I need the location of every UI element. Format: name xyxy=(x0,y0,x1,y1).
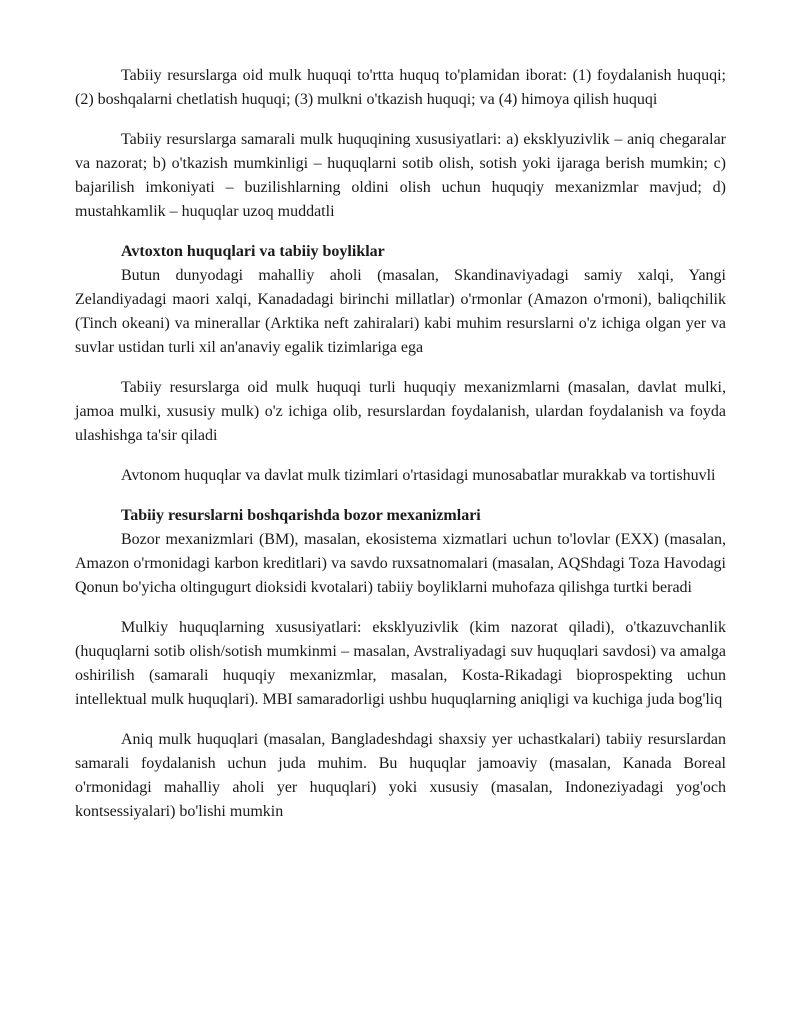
paragraph-effective-rights-features: Tabiiy resurslarga samarali mulk huquqining xususiyatlari: a) eksklyuzivlik – aniq chegaralar va nazorat; b) o'tkazish mumkinligi – huquqlarni sotib olish, sotish yoki ijaraga berish mumkin; c) bajarilish imkoniyati – buzilishlarning oldini olish uchun huquqiy mexanizmlar mavjud; d) mustahkamlik – huquqlar uzoq muddatli xyxy=(75,131,726,220)
paragraph-clear-property-rights: Aniq mulk huquqlari (masalan, Bangladeshdagi shaxsiy yer uchastkalari) tabiiy resurslardan samarali foydalanish uchun juda muhim. Bu huquqlar jamoaviy (masalan, Kanada Boreal o'rmonidagi mahalliy aholi yer huquqlari) yoki xususiy (masalan, Indoneziyadagi yog'och kontsessiyalari) bo'lishi mumkin xyxy=(75,731,726,820)
document-page xyxy=(75,64,726,840)
paragraph-autonomous-vs-state: Avtonom huquqlar va davlat mulk tizimlari o'rtasidagi munosabatlar murakkab va tortishuvli xyxy=(121,467,716,484)
paragraph-property-right-attributes: Mulkiy huquqlarning xususiyatlari: eksklyuzivlik (kim nazorat qiladi), o'tkazuvchanlik (huquqlarni sotib olish/sotish mumkinmi – masalan, Avstraliyadagi suv huquqlari savdosi) va amalga oshirilish (samarali huquqiy mexanizmlar, masalan, Kosta-Rikadagi bioprospekting uchun intellektual mulk huquqlari). MBI samaradorligi ushbu huquqlarning aniqligi va kuchiga juda bog'liq xyxy=(75,619,726,708)
section-heading-indigenous-rights: Avtoxton huquqlari va tabiiy boyliklar xyxy=(121,243,385,260)
paragraph-indigenous-tenure: Butun dunyodagi mahalliy aholi (masalan, Skandinaviyadagi samiy xalqi, Yangi Zelandiyadagi maori xalqi, Kanadadagi birinchi millatlar) o'rmonlar (Amazon o'rmoni), baliqchilik (Tinch okeani) va minerallar (Arktika neft zahiralari) kabi muhim resurslarni o'z ichiga olgan yer va suvlar ustidan turli xil an'anaviy egalik tizimlariga ega xyxy=(75,267,726,356)
paragraph-property-rights-bundle: Tabiiy resurslarga oid mulk huquqi to'rtta huquq to'plamidan iborat: (1) foydalanish huquqi; (2) boshqalarni chetlatish huquqi; (3) mulkni o'tkazish huquqi; va (4) himoya qilish huquqi xyxy=(75,67,726,108)
section-heading-market-mechanisms: Tabiiy resurslarni boshqarishda bozor mexanizmlari xyxy=(121,507,481,524)
paragraph-market-mechanisms: Bozor mexanizmlari (BM), masalan, ekosistema xizmatlari uchun to'lovlar (EXX) (masalan, Amazon o'rmonidagi karbon kreditlari) va savdo ruxsatnomalari (masalan, AQShdagi Toza Havodagi Qonun bo'yicha oltingugurt dioksidi kvotalari) tabiiy boyliklarni muhofaza qilishga turtki beradi xyxy=(75,531,726,596)
paragraph-legal-mechanisms: Tabiiy resurslarga oid mulk huquqi turli huquqiy mexanizmlarni (masalan, davlat mulki, jamoa mulki, xususiy mulk) o'z ichiga olib, resurslardan foydalanish, ulardan foydalanish va foyda ulashishga ta'sir qiladi xyxy=(75,379,726,444)
